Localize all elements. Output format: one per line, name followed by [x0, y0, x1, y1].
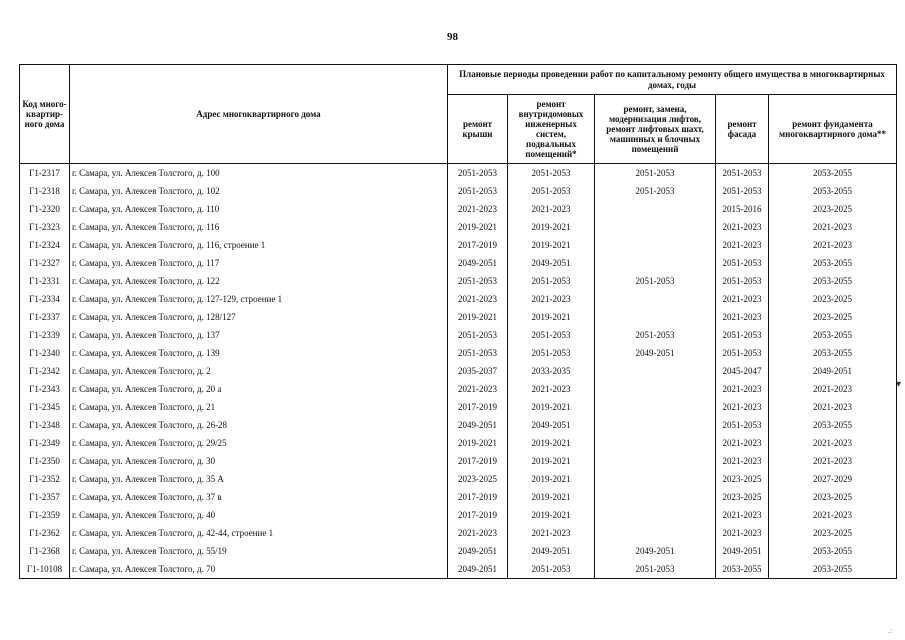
header-facade: ремонт фасада	[716, 95, 769, 164]
cell-code: Г1-2340	[20, 344, 70, 362]
table-row	[20, 470, 897, 488]
cell-code: Г1-2352	[20, 470, 70, 488]
cell-roof: 2049-2051	[448, 560, 508, 579]
header-address: Адрес многоквартирного дома	[70, 65, 448, 164]
cell-code: Г1-2345	[20, 398, 70, 416]
cell-facade: 2051-2053	[716, 416, 769, 434]
cell-address: г. Самара, ул. Алексея Толстого, д. 26-28	[70, 416, 448, 434]
cell-address: г. Самара, ул. Алексея Толстого, д. 40	[70, 506, 448, 524]
cell-roof: 2051-2053	[448, 344, 508, 362]
cell-systems: 2051-2053	[508, 344, 595, 362]
cell-code: Г1-2331	[20, 272, 70, 290]
cell-foundation: 2021-2023	[769, 380, 897, 398]
cell-lifts: 2051-2053	[595, 560, 716, 579]
cell-lifts	[595, 470, 716, 488]
cell-facade: 2051-2053	[716, 254, 769, 272]
cell-code: Г1-2359	[20, 506, 70, 524]
cell-systems: 2049-2051	[508, 254, 595, 272]
table-row	[20, 272, 897, 290]
cell-code: Г1-10108	[20, 560, 70, 579]
table-row	[20, 416, 897, 434]
cell-address: г. Самара, ул. Алексея Толстого, д. 102	[70, 182, 448, 200]
cell-address: г. Самара, ул. Алексея Толстого, д. 128/127	[70, 308, 448, 326]
cell-facade: 2021-2023	[716, 308, 769, 326]
cell-foundation: 2023-2025	[769, 524, 897, 542]
cell-foundation: 2021-2023	[769, 506, 897, 524]
page-number: 98	[447, 31, 458, 43]
cell-foundation: 2053-2055	[769, 254, 897, 272]
cell-roof: 2049-2051	[448, 416, 508, 434]
table-body	[20, 164, 897, 579]
table-row	[20, 398, 897, 416]
cell-systems: 2051-2053	[508, 272, 595, 290]
cell-facade: 2021-2023	[716, 434, 769, 452]
cell-address: г. Самара, ул. Алексея Толстого, д. 127-129, строение 1	[70, 290, 448, 308]
cell-code: Г1-2334	[20, 290, 70, 308]
cell-roof: 2017-2019	[448, 398, 508, 416]
cell-roof: 2017-2019	[448, 236, 508, 254]
cell-address: г. Самара, ул. Алексея Толстого, д. 139	[70, 344, 448, 362]
table-row	[20, 380, 897, 398]
cell-foundation: 2053-2055	[769, 344, 897, 362]
cell-foundation: 2023-2025	[769, 488, 897, 506]
cell-roof: 2017-2019	[448, 506, 508, 524]
cell-address: г. Самара, ул. Алексея Толстого, д. 21	[70, 398, 448, 416]
cell-lifts	[595, 416, 716, 434]
cell-address: г. Самара, ул. Алексея Толстого, д. 70	[70, 560, 448, 579]
cell-code: Г1-2357	[20, 488, 70, 506]
cell-address: г. Самара, ул. Алексея Толстого, д. 110	[70, 200, 448, 218]
cell-lifts	[595, 290, 716, 308]
cell-facade: 2051-2053	[716, 182, 769, 200]
header-periods: Плановые периоды проведении работ по капитальному ремонту общего имущества в многоквартирных домах, годы	[448, 65, 897, 95]
cell-roof: 2017-2019	[448, 452, 508, 470]
cell-foundation: 2053-2055	[769, 272, 897, 290]
cell-roof: 2051-2053	[448, 326, 508, 344]
cell-code: Г1-2348	[20, 416, 70, 434]
cell-facade: 2021-2023	[716, 236, 769, 254]
cell-systems: 2019-2021	[508, 218, 595, 236]
capital-repair-table	[19, 64, 897, 579]
cell-facade: 2015-2016	[716, 200, 769, 218]
cell-address: г. Самара, ул. Алексея Толстого, д. 117	[70, 254, 448, 272]
cell-systems: 2019-2021	[508, 236, 595, 254]
cell-address: г. Самара, ул. Алексея Толстого, д. 2	[70, 362, 448, 380]
cell-facade: 2045-2047	[716, 362, 769, 380]
cell-facade: 2051-2053	[716, 326, 769, 344]
cell-foundation: 2021-2023	[769, 434, 897, 452]
cell-foundation: 2053-2055	[769, 164, 897, 183]
cell-systems: 2019-2021	[508, 452, 595, 470]
table-row	[20, 290, 897, 308]
cell-lifts: 2051-2053	[595, 164, 716, 183]
cell-roof: 2017-2019	[448, 488, 508, 506]
cell-systems: 2019-2021	[508, 308, 595, 326]
cell-roof: 2051-2053	[448, 182, 508, 200]
header-lifts: ремонт, замена, модернизация лифтов, ремонт лифтовых шахт, машинных и блочных помещений	[595, 95, 716, 164]
cell-code: Г1-2324	[20, 236, 70, 254]
header-foundation: ремонт фундамента многоквартирного дома**	[769, 95, 897, 164]
cell-address: г. Самара, ул. Алексея Толстого, д. 35 А	[70, 470, 448, 488]
cell-foundation: 2021-2023	[769, 398, 897, 416]
table-row	[20, 560, 897, 579]
table-row	[20, 308, 897, 326]
cell-roof: 2019-2021	[448, 434, 508, 452]
table-row	[20, 344, 897, 362]
cell-facade: 2051-2053	[716, 344, 769, 362]
cell-roof: 2021-2023	[448, 380, 508, 398]
cell-facade: 2021-2023	[716, 452, 769, 470]
cell-foundation: 2027-2029	[769, 470, 897, 488]
cell-roof: 2019-2021	[448, 218, 508, 236]
cell-code: Г1-2317	[20, 164, 70, 183]
cell-address: г. Самара, ул. Алексея Толстого, д. 55/19	[70, 542, 448, 560]
table-row	[20, 254, 897, 272]
cell-foundation: 2023-2025	[769, 290, 897, 308]
cell-facade: 2023-2025	[716, 488, 769, 506]
cell-lifts	[595, 524, 716, 542]
cell-lifts	[595, 254, 716, 272]
cell-facade: 2021-2023	[716, 524, 769, 542]
cell-systems: 2019-2021	[508, 398, 595, 416]
table-row	[20, 524, 897, 542]
cell-foundation: 2053-2055	[769, 560, 897, 579]
header-systems: ремонт внутридомовых инженерных систем, подвальных помещений*	[508, 95, 595, 164]
cell-facade: 2021-2023	[716, 218, 769, 236]
cell-systems: 2019-2021	[508, 470, 595, 488]
cell-lifts: 2051-2053	[595, 326, 716, 344]
cell-roof: 2021-2023	[448, 200, 508, 218]
cell-address: г. Самара, ул. Алексея Толстого, д. 30	[70, 452, 448, 470]
table-row	[20, 452, 897, 470]
cell-facade: 2023-2025	[716, 470, 769, 488]
header-code: Код много-квартир-ного дома	[20, 65, 70, 164]
cell-roof: 2049-2051	[448, 542, 508, 560]
cell-lifts	[595, 434, 716, 452]
cell-roof: 2023-2025	[448, 470, 508, 488]
table-row	[20, 326, 897, 344]
cell-facade: 2053-2055	[716, 560, 769, 579]
cell-systems: 2021-2023	[508, 524, 595, 542]
cell-foundation: 2053-2055	[769, 416, 897, 434]
cell-lifts	[595, 506, 716, 524]
table-row	[20, 164, 897, 183]
cell-facade: 2051-2053	[716, 164, 769, 183]
cell-foundation: 2023-2025	[769, 308, 897, 326]
cell-roof: 2051-2053	[448, 272, 508, 290]
table-row	[20, 362, 897, 380]
table-row	[20, 218, 897, 236]
cell-code: Г1-2342	[20, 362, 70, 380]
cell-roof: 2049-2051	[448, 254, 508, 272]
cell-lifts	[595, 398, 716, 416]
cell-systems: 2021-2023	[508, 290, 595, 308]
cell-code: Г1-2320	[20, 200, 70, 218]
cell-systems: 2051-2053	[508, 182, 595, 200]
cell-facade: 2021-2023	[716, 398, 769, 416]
cell-facade: 2021-2023	[716, 380, 769, 398]
cell-systems: 2049-2051	[508, 416, 595, 434]
cell-address: г. Самара, ул. Алексея Толстого, д. 37 в	[70, 488, 448, 506]
cell-foundation: 2021-2023	[769, 452, 897, 470]
cell-facade: 2051-2053	[716, 272, 769, 290]
cell-systems: 2019-2021	[508, 488, 595, 506]
cell-foundation: 2021-2023	[769, 236, 897, 254]
edge-mark: .:	[888, 626, 893, 635]
cell-systems: 2033-2035	[508, 362, 595, 380]
cell-facade: 2021-2023	[716, 506, 769, 524]
cell-systems: 2051-2053	[508, 560, 595, 579]
cell-facade: 2021-2023	[716, 290, 769, 308]
cell-systems: 2021-2023	[508, 200, 595, 218]
cell-lifts	[595, 236, 716, 254]
header-roof: ремонт крыши	[448, 95, 508, 164]
cell-lifts	[595, 308, 716, 326]
cell-code: Г1-2337	[20, 308, 70, 326]
cell-foundation: 2053-2055	[769, 182, 897, 200]
table-row	[20, 182, 897, 200]
cell-code: Г1-2362	[20, 524, 70, 542]
cell-lifts	[595, 362, 716, 380]
cell-code: Г1-2339	[20, 326, 70, 344]
cell-systems: 2049-2051	[508, 542, 595, 560]
table-row	[20, 506, 897, 524]
cell-systems: 2019-2021	[508, 434, 595, 452]
cell-lifts	[595, 488, 716, 506]
cell-address: г. Самара, ул. Алексея Толстого, д. 116, строение 1	[70, 236, 448, 254]
cell-lifts	[595, 452, 716, 470]
cell-roof: 2021-2023	[448, 524, 508, 542]
cell-facade: 2049-2051	[716, 542, 769, 560]
cell-lifts	[595, 218, 716, 236]
table-row	[20, 488, 897, 506]
cell-systems: 2051-2053	[508, 164, 595, 183]
cell-code: Г1-2318	[20, 182, 70, 200]
cell-code: Г1-2323	[20, 218, 70, 236]
cell-code: Г1-2350	[20, 452, 70, 470]
cell-address: г. Самара, ул. Алексея Толстого, д. 42-44, строение 1	[70, 524, 448, 542]
cell-roof: 2035-2037	[448, 362, 508, 380]
cell-roof: 2019-2021	[448, 308, 508, 326]
cell-address: г. Самара, ул. Алексея Толстого, д. 29/25	[70, 434, 448, 452]
cell-foundation: 2053-2055	[769, 542, 897, 560]
cell-roof: 2021-2023	[448, 290, 508, 308]
cell-roof: 2051-2053	[448, 164, 508, 183]
cell-lifts	[595, 380, 716, 398]
cell-code: Г1-2349	[20, 434, 70, 452]
cell-systems: 2051-2053	[508, 326, 595, 344]
cell-address: г. Самара, ул. Алексея Толстого, д. 20 а	[70, 380, 448, 398]
cell-code: Г1-2327	[20, 254, 70, 272]
table-row	[20, 236, 897, 254]
cell-foundation: 2049-2051	[769, 362, 897, 380]
cell-code: Г1-2343	[20, 380, 70, 398]
cell-lifts: 2051-2053	[595, 182, 716, 200]
cell-systems: 2019-2021	[508, 506, 595, 524]
cell-lifts: 2049-2051	[595, 344, 716, 362]
cell-lifts: 2051-2053	[595, 272, 716, 290]
cell-address: г. Самара, ул. Алексея Толстого, д. 137	[70, 326, 448, 344]
cell-foundation: 2021-2023	[769, 218, 897, 236]
cell-address: г. Самара, ул. Алексея Толстого, д. 100	[70, 164, 448, 183]
cell-address: г. Самара, ул. Алексея Толстого, д. 122	[70, 272, 448, 290]
table-row	[20, 542, 897, 560]
cell-systems: 2021-2023	[508, 380, 595, 398]
stray-mark: ▾	[896, 379, 902, 390]
cell-lifts	[595, 200, 716, 218]
cell-foundation: 2023-2025	[769, 200, 897, 218]
cell-code: Г1-2368	[20, 542, 70, 560]
cell-lifts: 2049-2051	[595, 542, 716, 560]
table-row	[20, 434, 897, 452]
cell-address: г. Самара, ул. Алексея Толстого, д. 116	[70, 218, 448, 236]
cell-foundation: 2053-2055	[769, 326, 897, 344]
table-row	[20, 200, 897, 218]
